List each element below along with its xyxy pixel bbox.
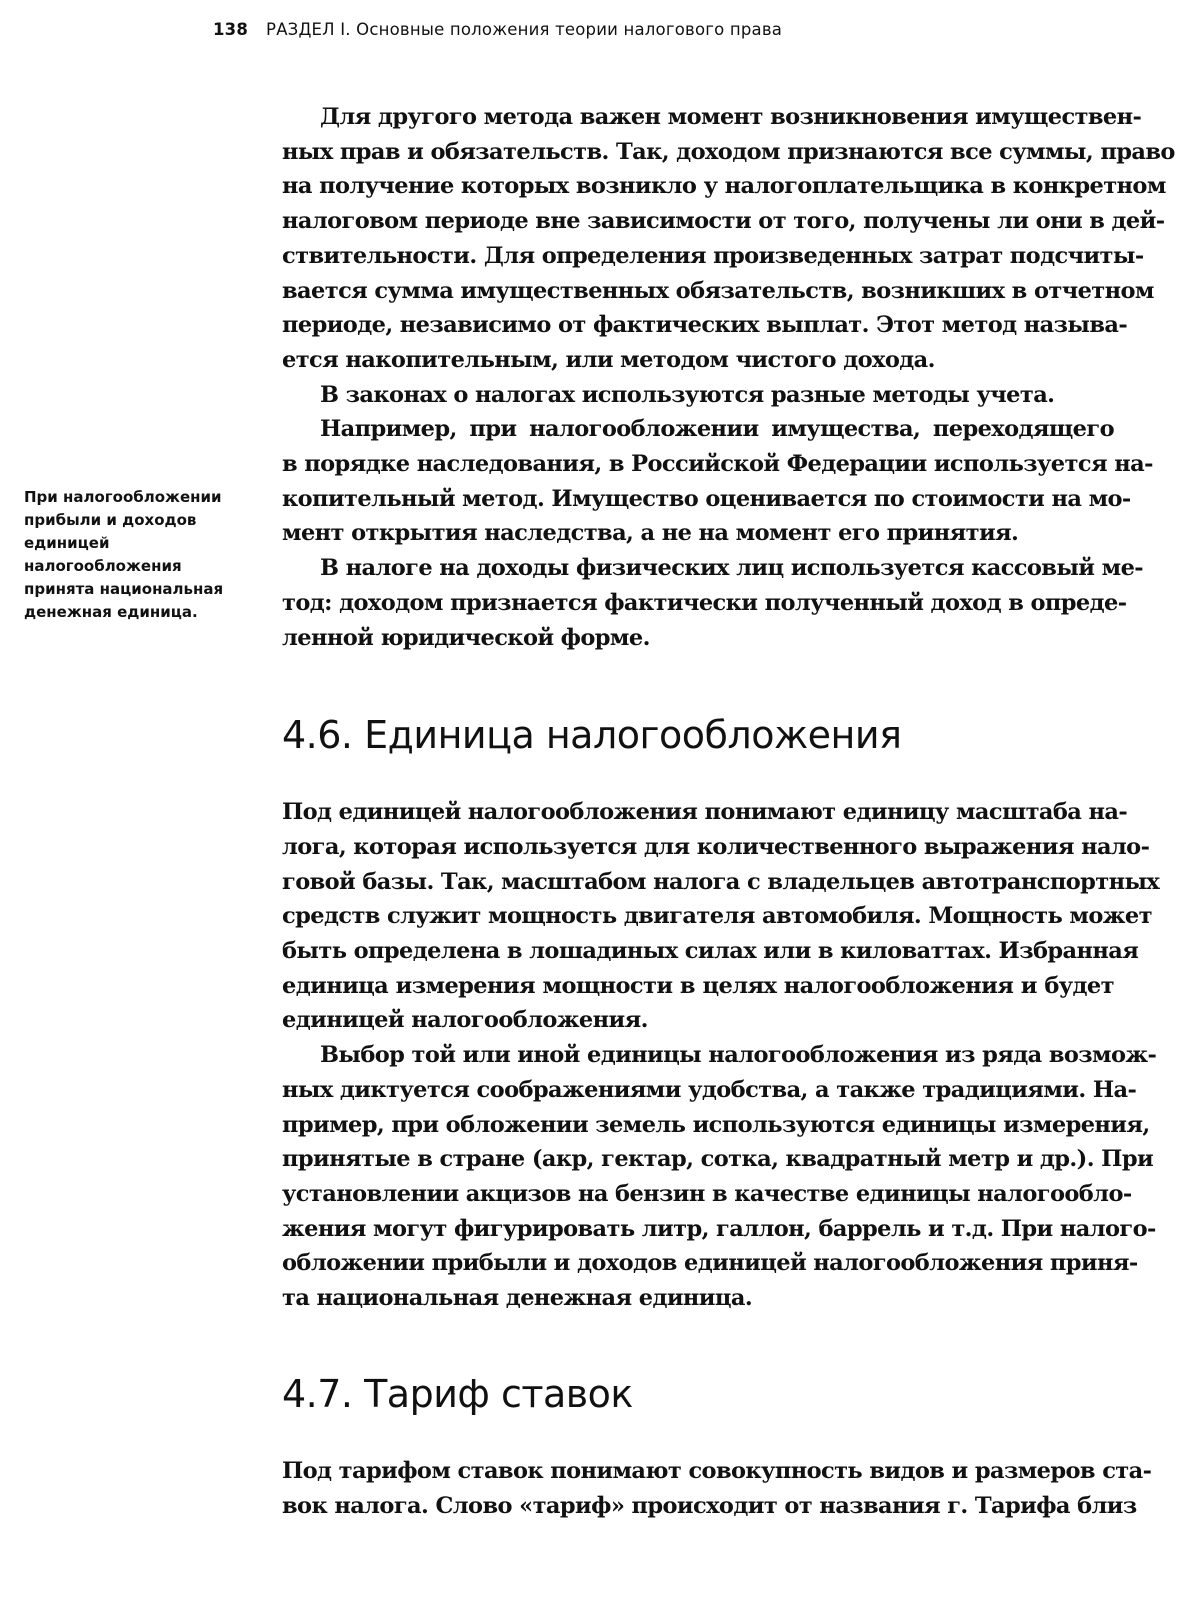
text-line: Выбор той или иной единицы налогообложения из ряда возмож- [320, 1042, 1157, 1069]
text-line: Под единицей налогообложения понимают единицу масштаба на- [282, 799, 1128, 826]
margin-note-line: прибыли и доходов [24, 511, 197, 529]
paragraph [282, 100, 1175, 378]
text-line: обложении прибыли и доходов единицей налогообложения приня- [282, 1250, 1138, 1277]
text-line: периоде, независимо от фактических выплат. Этот метод называ- [282, 312, 1128, 339]
text-line: вается сумма имущественных обязательств, возникших в отчетном [282, 277, 1154, 304]
text-line: ется накопительным, или методом чистого дохода. [282, 346, 935, 373]
section-heading: 4.7. Тариф ставок [282, 1371, 633, 1416]
paragraph [282, 378, 1114, 413]
section-heading: 4.6. Единица налогообложения [282, 713, 902, 758]
text-line: ленной юридической форме. [282, 624, 650, 651]
margin-note [24, 486, 256, 624]
page-number: 138 [213, 20, 249, 39]
text-line: мент открытия наследства, а не на момент его принятия. [282, 520, 1019, 547]
text-line: копительный метод. Имущество оценивается по стоимости на мо- [282, 485, 1131, 512]
paragraph [282, 551, 1144, 655]
text-line: Для другого метода важен момент возникновения имуществен- [320, 104, 1142, 130]
running-header [213, 20, 1113, 39]
text-line: установлении акцизов на бензин в качестве единицы налогообло- [282, 1180, 1132, 1207]
paragraph [282, 1038, 1157, 1316]
text-line: та национальная денежная единица. [282, 1285, 753, 1312]
paragraph [282, 1454, 1152, 1523]
text-line: единица измерения мощности в целях налогообложения и будет [282, 972, 1114, 999]
text-line: единицей налогообложения. [282, 1007, 648, 1034]
text-line: в порядке наследования, в Российской Федерации используется на- [282, 451, 1153, 478]
text-line: говой базы. Так, масштабом налога с владельцев автотранспортных [282, 868, 1160, 895]
running-header-title: РАЗДЕЛ I. Основные положения теории налогового права [266, 20, 783, 39]
text-line: лога, которая используется для количественного выражения нало- [282, 833, 1150, 860]
paragraph [282, 795, 1160, 1038]
margin-note-line: налогообложения [24, 557, 182, 575]
text-line: Например, при налогообложении имущества, переходящего [320, 416, 1114, 443]
text-line: Под тарифом ставок понимают совокупность видов и размеров ста- [282, 1457, 1152, 1484]
text-line: принятые в стране (акр, гектар, сотка, квадратный метр и др.). При [282, 1146, 1154, 1173]
text-line: В налоге на доходы физических лиц используется кассовый ме- [320, 555, 1144, 582]
margin-note-line: принята национальная [24, 580, 224, 598]
text-line: вок налога. Слово «тариф» происходит от названия г. Тарифа близ [282, 1492, 1137, 1519]
text-line: тод: доходом признается фактически полученный доход в опреде- [282, 589, 1127, 616]
text-line: ных диктуется соображениями удобства, а также традициями. На- [282, 1076, 1137, 1103]
text-line: жения могут фигурировать литр, галлон, баррель и т.д. При налого- [282, 1215, 1156, 1242]
text-line: на получение которых возникло у налогоплательщика в конкретном [282, 173, 1166, 200]
paragraph [282, 412, 1153, 551]
text-line: быть определена в лошадиных силах или в киловаттах. Избранная [282, 938, 1139, 965]
text-line: пример, при обложении земель используются единицы измерения, [282, 1111, 1150, 1138]
main-text [282, 100, 1175, 1523]
text-line: налоговом периоде вне зависимости от того, получены ли они в дей- [282, 208, 1165, 235]
text-line: ствительности. Для определения произведенных затрат подсчиты- [282, 242, 1144, 269]
text-line: ных прав и обязательств. Так, доходом признаются все суммы, право [282, 138, 1175, 165]
margin-note-line: единицей [24, 534, 110, 552]
text-line: средств служит мощность двигателя автомобиля. Мощность может [282, 903, 1152, 930]
margin-note-line: При налогообложении [24, 488, 222, 506]
margin-note-line: денежная единица. [24, 603, 198, 621]
text-line: В законах о налогах используются разные методы учета. [320, 381, 1055, 408]
